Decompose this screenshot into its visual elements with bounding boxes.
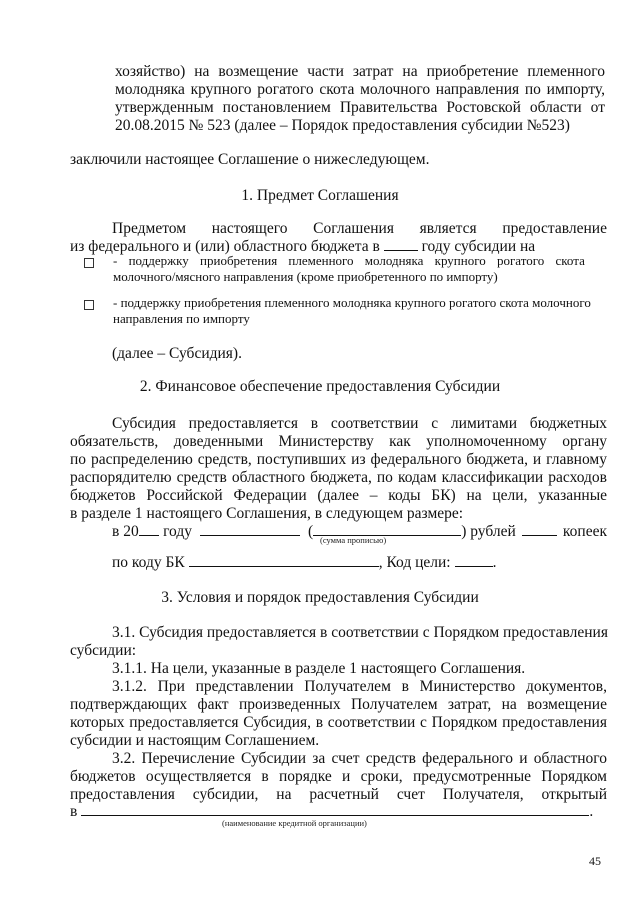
bank-prefix: в	[70, 803, 78, 820]
word: настоящего	[211, 220, 288, 237]
clause-3-1-1: 3.1.1. На цели, указанные в разделе 1 настоящего Соглашения.	[112, 660, 526, 677]
option-1-line-1	[113, 253, 607, 269]
period: .	[589, 803, 594, 820]
line-text: году субсидии на	[421, 238, 536, 255]
section-2-heading: 2. Финансовое обеспечение предоставления Субсидии	[139, 378, 501, 395]
option-2-line-1: - поддержку приобретения племенного молодняка крупного рогатого скота молочного	[113, 295, 591, 310]
option-1-line-2: молочного/мясного направления (кроме приобретенного по импорту)	[113, 269, 498, 284]
amount-words-blank[interactable]	[313, 522, 461, 536]
intro-line-4: 20.08.2015 № 523 (далее – Порядок предоставления субсидии №523)	[115, 117, 570, 134]
option-text: - поддержку приобретения племенного молодняка крупного рогатого скота	[113, 253, 585, 268]
concluded-text: заключили настоящее Соглашение о нижеследующем.	[70, 151, 430, 168]
section-2-line-3: по распределению средств, поступивших из федерального бюджета, и главному	[70, 451, 607, 468]
word: является	[419, 220, 477, 237]
intro-line-1: хозяйство) на возмещение части затрат на приобретение племенного	[115, 63, 605, 80]
clause-3-1-line-2: субсидии:	[70, 642, 137, 659]
clause-3-2-line-2: бюджетов осуществляется в порядке и сроки, предусмотренные Порядком	[70, 768, 607, 785]
amount-kop-label: копеек	[562, 523, 607, 540]
amount-year-label: году	[163, 523, 192, 540]
clause-3-2-line-1: 3.2. Перечисление Субсидии за счет средств федерального и областного	[112, 750, 607, 767]
section-2-line-6: в разделе 1 настоящего Соглашения, в следующем размере:	[70, 505, 464, 522]
section-3-heading: 3. Условия и порядок предоставления Субсидии	[161, 589, 479, 606]
word: Предметом	[112, 220, 187, 237]
goal-code-blank[interactable]	[455, 553, 493, 567]
word: Соглашения	[313, 220, 394, 237]
clause-3-1-2-line-4: субсидии и настоящим Соглашением.	[70, 732, 320, 749]
goal-code-label: , Код цели:	[378, 554, 451, 571]
amount-caption: (сумма прописью)	[320, 535, 387, 545]
open-paren: (	[307, 523, 314, 540]
period: .	[492, 554, 497, 571]
subsidy-definition: (далее – Субсидия).	[112, 345, 242, 362]
amount-digits-blank[interactable]	[200, 522, 300, 536]
clause-3-1-2-line-2: подтверждающих факт произведенных Получателем затрат, на возмещение	[70, 696, 607, 713]
year-blank[interactable]	[384, 237, 418, 251]
clause-3-2-line-3: предоставления субсидии, на расчетный счет Получателя, открытый	[70, 786, 607, 803]
section-2-line-2: обязательств, доведенными Министерству как уполномоченному органу	[70, 433, 607, 450]
clause-3-1-2-line-3: которых предоставляется Субсидия, в соответствии с Порядком предоставления	[70, 714, 607, 731]
intro-line-2: молодняка крупного рогатого скота молочного направления по импорту,	[115, 81, 605, 98]
option-1-checkbox[interactable]	[84, 258, 94, 268]
section-2-line-1: Субсидия предоставляется в соответствии с лимитами бюджетных	[112, 415, 607, 432]
page-number: 45	[589, 854, 601, 868]
bk-code-blank[interactable]	[189, 553, 379, 567]
line-text: из федерального и (или) областного бюджета в	[70, 238, 380, 255]
year-suffix-blank[interactable]	[139, 522, 159, 536]
section-2-line-4: распорядителю средств областного бюджета, по кодам классификации расходов	[70, 469, 607, 486]
amount-rub-label: ) рублей	[461, 523, 516, 540]
amount-prefix: в 20	[112, 523, 139, 540]
bank-name-blank[interactable]	[81, 802, 589, 816]
clause-3-1-2-line-1: 3.1.2. При представлении Получателем в Министерство документов,	[112, 678, 607, 695]
section-2-line-5: бюджетов Российской Федерации (далее – коды БК) на цели, указанные	[70, 487, 607, 504]
section-1-heading: 1. Предмет Соглашения	[241, 187, 399, 204]
bk-line	[112, 553, 497, 572]
option-2-checkbox[interactable]	[84, 300, 94, 310]
word: предоставление	[502, 220, 607, 237]
bank-caption: (наименование кредитной организации)	[222, 818, 367, 828]
kopecks-blank[interactable]	[522, 522, 557, 536]
bk-label: по коду БК	[112, 554, 185, 571]
section-1-first-line	[112, 219, 607, 238]
intro-line-3: утвержденным постановлением Правительства Ростовской области от	[115, 99, 605, 116]
option-2-line-2: направления по импорту	[113, 311, 250, 326]
clause-3-1-line-1: 3.1. Субсидия предоставляется в соответствии с Порядком предоставления	[112, 624, 608, 641]
